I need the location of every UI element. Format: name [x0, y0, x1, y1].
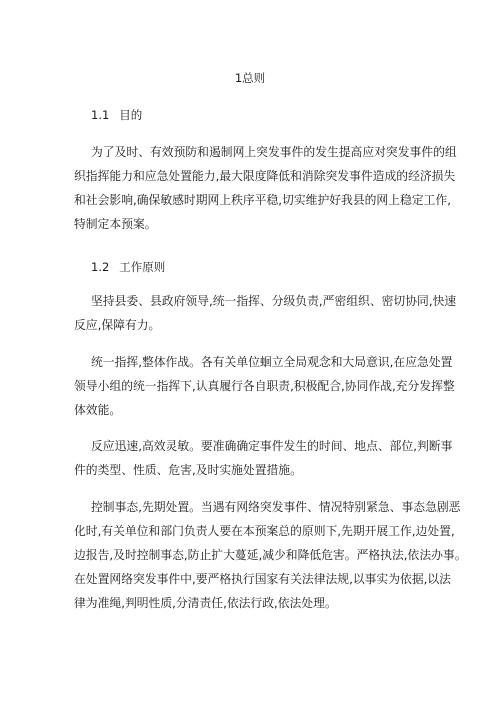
chapter-title: 1总则: [234, 71, 266, 85]
paragraph-line: 化时,有关单位和部门负责人要在本预案总的原则下,先期开展工作,边处置,: [74, 524, 455, 538]
section-number: 1.2: [91, 260, 110, 274]
paragraph-line: 控制事态,先期处置。当遇有网络突发事件、情况特别紧急、事态急剧恶: [91, 500, 461, 514]
paragraph-line: 反应,保障有力。: [74, 318, 161, 332]
paragraph-line: 和社会影响,确保敏感时期网上秩序平稳,切实维护好我县的网上稳定工作,: [74, 193, 451, 207]
paragraph-purpose: [74, 140, 457, 236]
paragraph-line: 体效能。: [74, 403, 122, 417]
paragraph-line: 律为准绳,判明性质,分清责任,依法行政,依法处理。: [74, 596, 337, 610]
paragraph-line: 领导小组的统一指挥下,认真履行各自职责,积极配合,协同作战,充分发挥整: [74, 379, 455, 393]
paragraph-leadership: [74, 289, 457, 337]
paragraph-line: 为了及时、有效预防和遏制网上突发事件的发生提高应对突发事件的组: [91, 145, 457, 159]
paragraph-line: 反应迅速,高效灵敏。要准确确定事件发生的时间、地点、部位,判断事: [91, 439, 453, 453]
paragraph-line: 在处置网络突发事件中,要严格执行国家有关法律法规,以事实为依据,以法: [74, 572, 451, 586]
paragraph-control-situation: [74, 495, 467, 615]
section-heading-1-1: [91, 106, 142, 124]
paragraph-line: 特制定本预案。: [74, 217, 157, 231]
paragraph-line: 件的类型、性质、危害,及时实施处置措施。: [74, 463, 302, 477]
paragraph-line: 边报告,及时控制事态,防止扩大蔓延,减少和降低危害。严格执法,依法办事。: [74, 548, 467, 562]
paragraph-unified-command: [74, 350, 455, 422]
paragraph-line: 统一指挥,整体作战。各有关单位蛔立全局观念和大局意识,在应急处置: [91, 355, 453, 369]
section-number: 1.1: [91, 108, 110, 122]
section-title: 工作原则: [119, 260, 166, 274]
section-heading-1-2: [91, 258, 165, 276]
section-title: 目的: [119, 108, 143, 122]
paragraph-rapid-response: [74, 434, 453, 482]
paragraph-line: 坚持县委、县政府领导,统一指挥、分级负责,严密组织、密切协同,快速: [91, 294, 457, 308]
paragraph-line: 织指挥能力和应急处置能力,最大限度降低和消除突发事件造成的经济损失: [74, 169, 456, 183]
